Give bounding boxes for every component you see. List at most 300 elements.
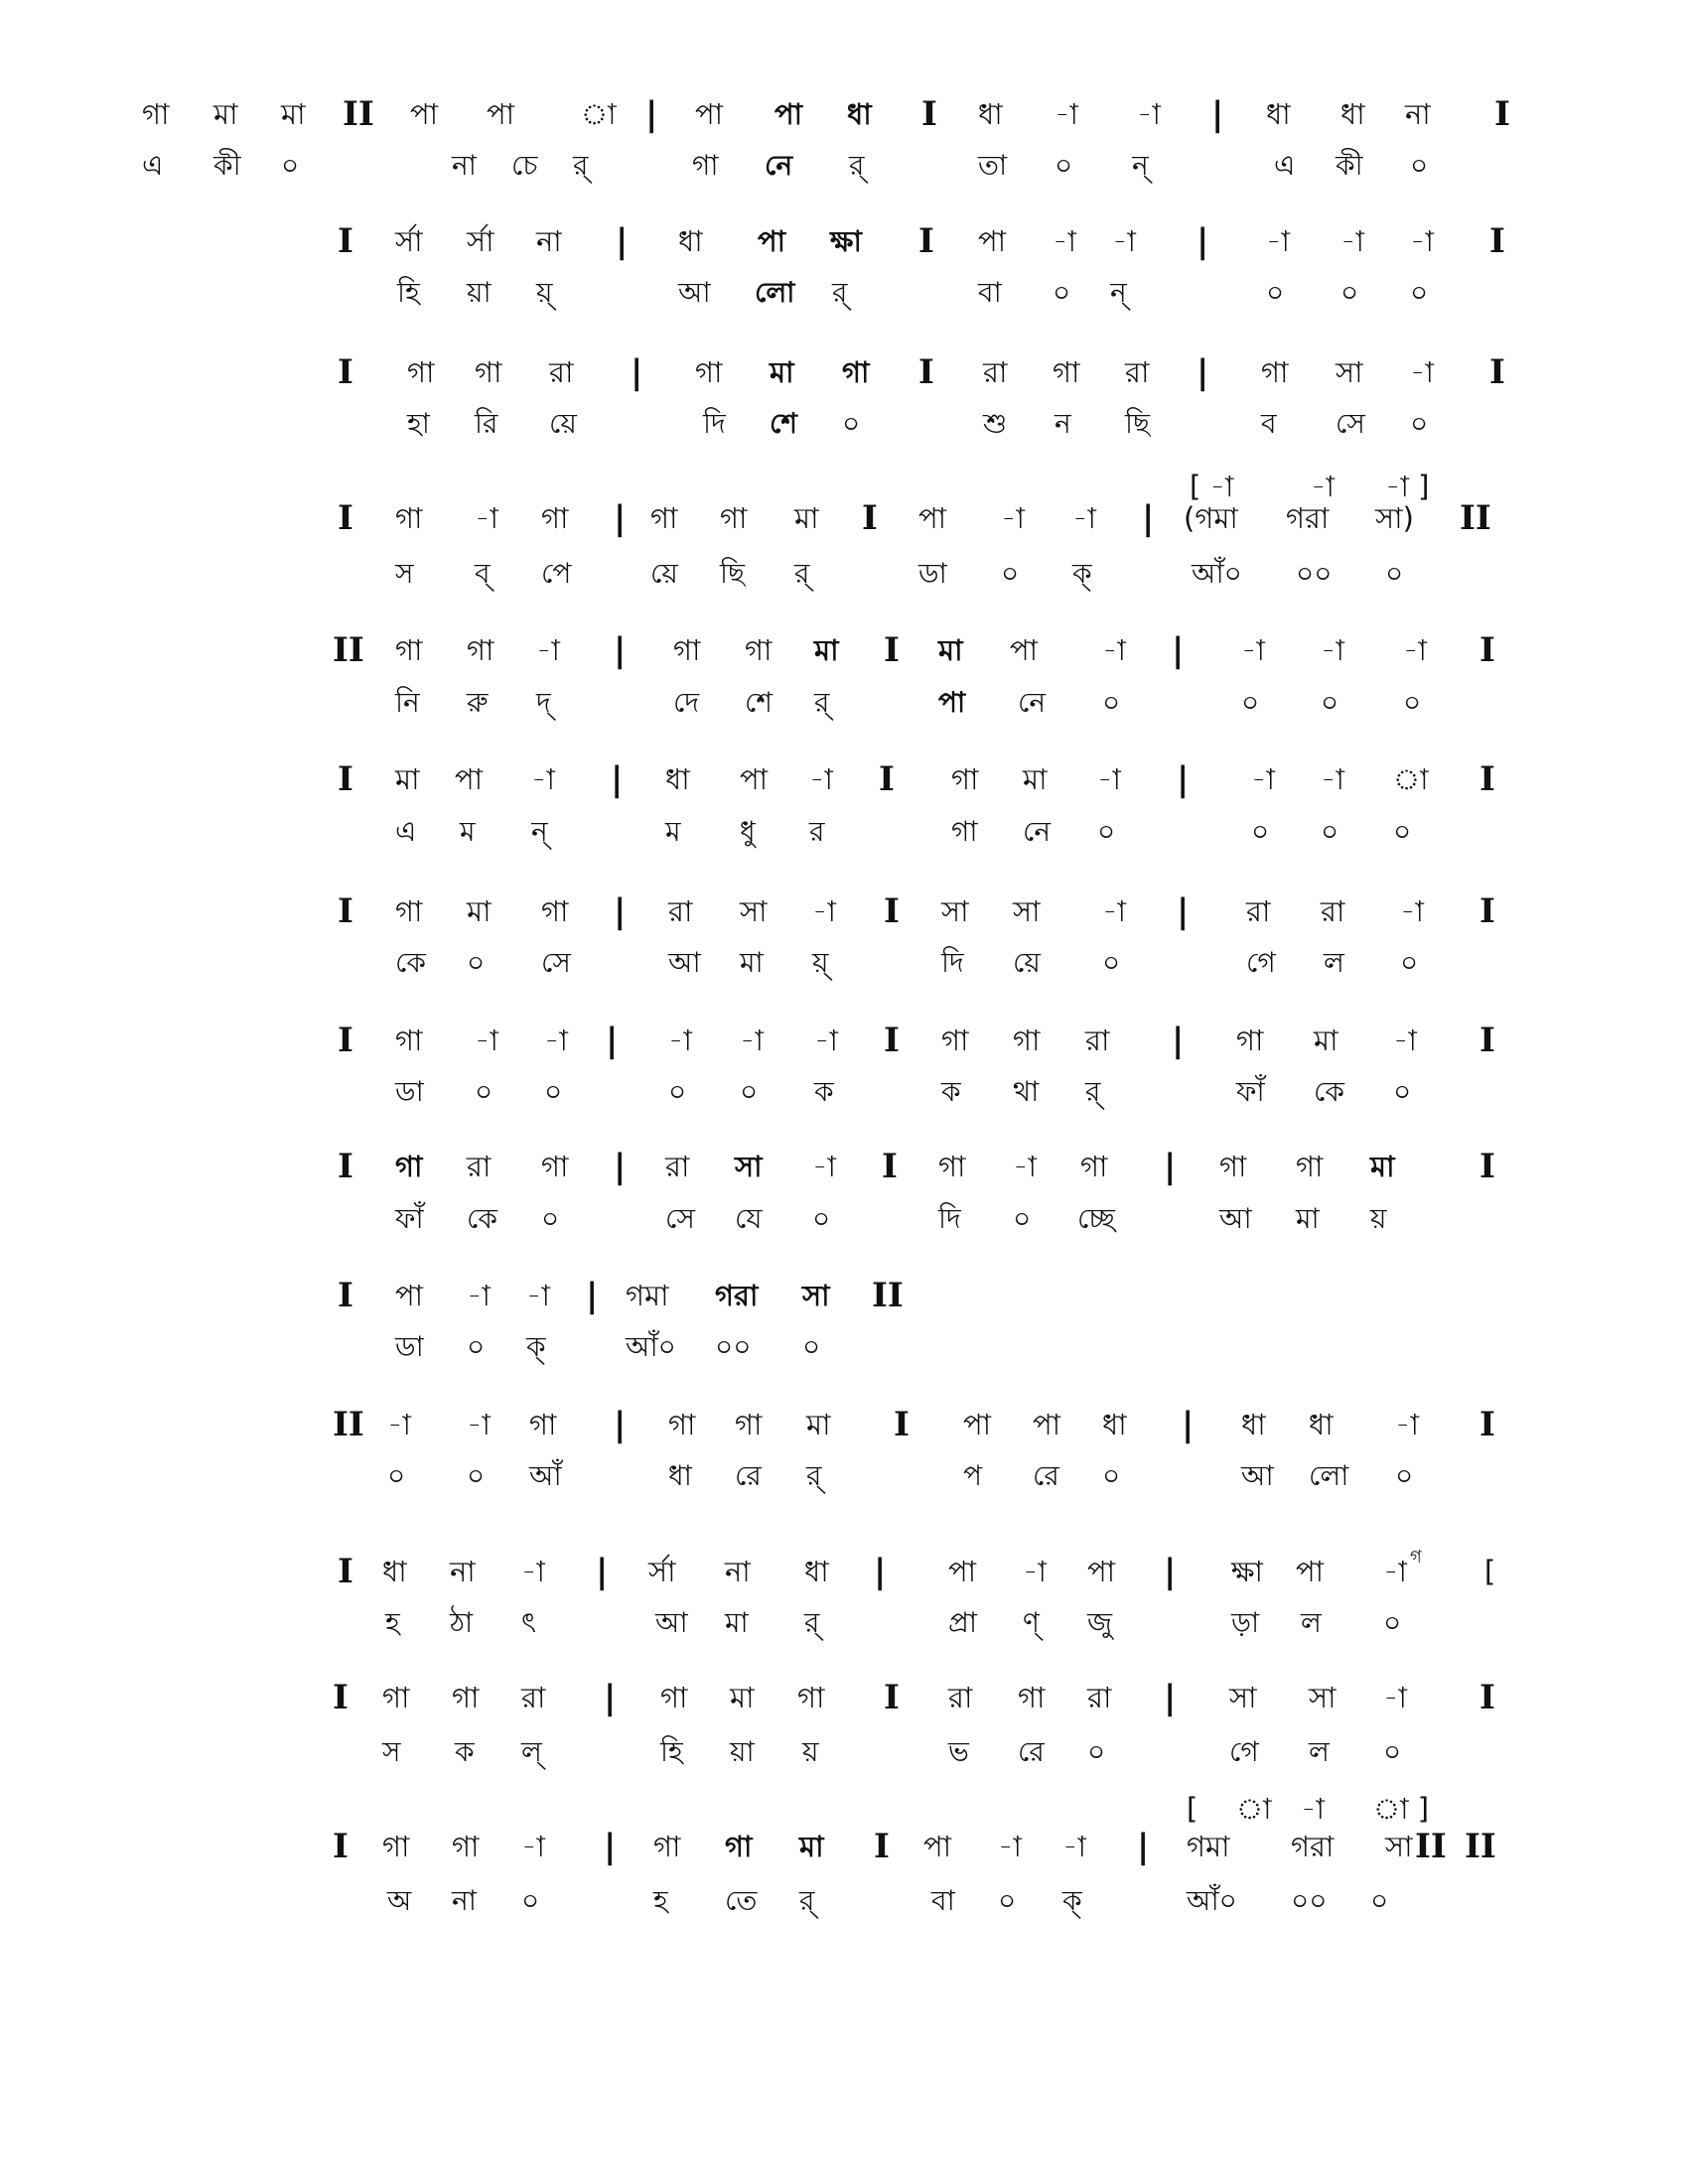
note-token: গা [382, 1681, 410, 1714]
lyric-syllable: দি [703, 407, 726, 440]
lyric-syllable: ০ [1102, 1459, 1121, 1492]
lyric-syllable: র্ [832, 276, 848, 309]
line-10-notes [0, 1276, 1688, 1315]
lyric-syllable: ০ [842, 407, 861, 440]
bar-line: I [884, 1021, 900, 1060]
lyric-syllable: ০ [541, 1202, 560, 1235]
lyric-syllable: ০ [1410, 276, 1429, 309]
lyric-syllable: আ [678, 276, 711, 309]
note-token: -া [521, 1555, 545, 1588]
lyric-syllable: না [452, 149, 477, 182]
note-token: গা [395, 633, 423, 667]
lyric-syllable: না [452, 1884, 477, 1917]
note-token: সা [802, 1279, 830, 1312]
note-token: -া [1102, 633, 1126, 667]
note-token: -া [467, 1279, 491, 1312]
lyric-syllable: ০ [1241, 686, 1260, 719]
lyric-syllable: র [809, 815, 825, 848]
note-token: া [581, 97, 617, 131]
lyric-syllable: আঁ০ [1192, 557, 1242, 590]
line-6-lyrics [0, 812, 1688, 852]
line-3-notes [0, 352, 1688, 392]
lyric-syllable: দে [673, 686, 700, 719]
note-token: মা [730, 1681, 755, 1714]
lyric-syllable: কী [213, 149, 241, 182]
note-token: -া [1400, 894, 1424, 928]
note-token: -া [1241, 633, 1265, 667]
note-token: মা [799, 1830, 824, 1863]
lyric-syllable: চ্ছে [1077, 1202, 1115, 1235]
lyric-syllable: ০ [740, 1075, 759, 1108]
lyric-syllable: আ [655, 1606, 688, 1639]
note-token: গা [653, 1830, 681, 1863]
note-token: মা [1023, 762, 1048, 796]
lyric-syllable: ০ [521, 1884, 540, 1917]
lyric-syllable: ০ [1410, 407, 1429, 440]
line-9-notes [0, 1147, 1688, 1186]
lyric-syllable: য়া [467, 276, 492, 309]
bar-line: I [1489, 221, 1505, 261]
note-token: ধা [847, 97, 872, 131]
note-token: রা [668, 894, 693, 928]
lyric-syllable: হ [385, 1606, 400, 1639]
bar-line: I [882, 1147, 898, 1186]
lyric-syllable: ০০ [715, 1330, 752, 1363]
note-token: -া [544, 1024, 568, 1057]
note-token: মা [814, 633, 839, 667]
lyric-syllable: ডা [395, 1330, 424, 1363]
bar-line: | [616, 221, 629, 261]
lyric-syllable: ০ [1102, 686, 1121, 719]
lyric-syllable: রে [1033, 1459, 1059, 1492]
lyric-syllable: য় [802, 1735, 819, 1768]
note-token: গা [395, 1024, 423, 1057]
lyric-syllable: ০ [1251, 815, 1270, 848]
note-token: গা [541, 1150, 569, 1183]
note-token: সা [1385, 1830, 1413, 1863]
lyric-syllable: ০ [1053, 276, 1071, 309]
line-1-notes [0, 94, 1688, 134]
note-token: রা [521, 1681, 546, 1714]
lyric-syllable: জু [1087, 1606, 1113, 1639]
lyric-syllable: য়ে [1013, 946, 1041, 979]
lyric-syllable: হ [653, 1884, 668, 1917]
note-token: পা [740, 762, 769, 796]
bar-line: I [1479, 891, 1495, 931]
bar-line: | [1137, 1827, 1150, 1866]
note-token: রা [948, 1681, 973, 1714]
lyric-syllable: র্ [849, 149, 865, 182]
note-token: মা [467, 894, 492, 928]
note-token: পা [918, 501, 947, 535]
note-token: মা [395, 762, 420, 796]
lyric-syllable: আঁ০ [626, 1330, 676, 1363]
bar-line: | [604, 1678, 617, 1717]
bar-line: I [338, 1276, 353, 1315]
line-7-lyrics [0, 943, 1688, 983]
bar-line: I [1494, 94, 1510, 134]
lyric-syllable: শে [770, 407, 797, 440]
note-token: গা [673, 633, 701, 667]
lyric-syllable: ক্ [1072, 557, 1092, 590]
lyric-syllable: ০ [1097, 815, 1116, 848]
lyric-syllable: রে [735, 1459, 762, 1492]
lyric-syllable: ০ [1102, 946, 1121, 979]
lyric-syllable: ০ [1087, 1735, 1106, 1768]
note-token: ক্ষা [830, 224, 862, 258]
lyric-syllable: ছি [1125, 407, 1150, 440]
note-token: রা [1085, 1024, 1110, 1057]
note-token: সা [740, 894, 768, 928]
lyric-syllable: ঠা [450, 1606, 474, 1639]
lyric-syllable: তা [978, 149, 1008, 182]
bar-line: | [1172, 630, 1185, 670]
note-token: গা [725, 1830, 753, 1863]
line-3-lyrics [0, 404, 1688, 444]
lyric-syllable: ০০ [1296, 557, 1333, 590]
lyric-syllable: রে [1018, 1735, 1045, 1768]
lyric-syllable: দ্ [536, 686, 551, 719]
bar-line: | [874, 1552, 887, 1591]
lyric-syllable: ক [941, 1075, 961, 1108]
lyric-syllable: য় [1370, 1202, 1387, 1235]
lyric-syllable: য়ে [650, 557, 678, 590]
line-4-lyrics [0, 554, 1688, 594]
note-token: গা [382, 1830, 410, 1863]
note-token: না [450, 1555, 476, 1588]
line-5-notes [0, 630, 1688, 670]
note-token: পা [410, 97, 439, 131]
bar-line: | [614, 891, 627, 931]
note-token: পা [1296, 1555, 1325, 1588]
note-token: সা [1336, 355, 1363, 389]
note-token: গা [735, 1408, 763, 1441]
lyric-syllable: ০ [1013, 1202, 1032, 1235]
line-8-lyrics [0, 1072, 1688, 1112]
note-token: মা [281, 97, 306, 131]
bar-line: I [884, 630, 900, 670]
note-token: পা [455, 762, 484, 796]
lyric-syllable: র্ [814, 686, 830, 719]
lyric-syllable: রি [475, 407, 498, 440]
note-token: গা [1013, 1024, 1041, 1057]
note-token: গা [1261, 355, 1289, 389]
line-13-lyrics [0, 1732, 1688, 1772]
lyric-syllable: কে [395, 946, 426, 979]
note-token: গা [745, 633, 773, 667]
note-token: রা [983, 355, 1008, 389]
lyric-syllable: ০ [467, 1459, 486, 1492]
bar-line: | [1182, 1405, 1195, 1444]
note-token: [ [1484, 1555, 1496, 1588]
note-token: -া [1053, 224, 1076, 258]
line-11-notes [0, 1405, 1688, 1444]
lyric-syllable: এ [142, 149, 164, 182]
note-token: সা [1309, 1681, 1336, 1714]
note-token: গা [842, 355, 870, 389]
lyric-syllable: য়্ [536, 276, 553, 309]
lyric-syllable: ফাঁ [395, 1202, 424, 1235]
note-token: ধা [978, 97, 1003, 131]
note-token: ধা [382, 1555, 407, 1588]
line-4-notes [0, 498, 1688, 538]
lyric-syllable: ল্ [521, 1735, 542, 1768]
note-token: গা [951, 762, 979, 796]
lyric-syllable: ০ [1395, 1459, 1414, 1492]
lyric-syllable: দি [938, 1202, 961, 1235]
note-token: পা [948, 1555, 977, 1588]
lyric-syllable: ল [1309, 1735, 1330, 1768]
line-2-notes [0, 221, 1688, 261]
note-token: -া [1062, 1830, 1086, 1863]
bar-line: | [614, 630, 627, 670]
alt-note-token: া ] [1373, 1792, 1430, 1826]
lyric-syllable: ক্ [1062, 1884, 1082, 1917]
lyric-syllable: ন্ [531, 815, 548, 848]
note-token: া [1393, 762, 1429, 796]
note-token: গরা [715, 1279, 759, 1312]
bar-line: I [333, 1678, 349, 1717]
lyric-syllable: ০ [998, 1884, 1017, 1917]
note-token: মা [806, 1408, 831, 1441]
bar-line: | [1177, 891, 1190, 931]
note-token: না [536, 224, 562, 258]
note-token: -া [1410, 355, 1434, 389]
note-token: গা [695, 355, 723, 389]
lyric-syllable: মা [1296, 1202, 1320, 1235]
bar-line: I [338, 352, 353, 392]
lyric-syllable: অ [387, 1884, 412, 1917]
lyric-syllable: ০ [1370, 1884, 1389, 1917]
lyric-syllable: ০ [1321, 686, 1339, 719]
bar-line: I [338, 1552, 353, 1591]
bar-line: II [872, 1276, 904, 1315]
lyric-syllable: য়ে [549, 407, 577, 440]
lyric-syllable: আ [1241, 1459, 1274, 1492]
note-token: পা [963, 1408, 992, 1441]
note-token: গা [1080, 1150, 1108, 1183]
lyric-syllable: মা [740, 946, 764, 979]
alt-note-token: -া ] [1385, 470, 1430, 503]
note-token: গা [1236, 1024, 1264, 1057]
note-token: -া [1023, 1555, 1047, 1588]
note-token: রা [1125, 355, 1150, 389]
note-token: গা [797, 1681, 825, 1714]
note-token: গা [475, 355, 502, 389]
lyric-syllable: ড়া [1231, 1606, 1260, 1639]
lyric-syllable: লো [755, 276, 795, 309]
lyric-syllable: ছি [720, 557, 745, 590]
bar-line: I [1479, 759, 1495, 799]
line-1-lyrics [0, 146, 1688, 186]
bar-line: I [338, 891, 353, 931]
note-token: গা [1018, 1681, 1046, 1714]
lyric-syllable: ল [1301, 1606, 1322, 1639]
note-token: -া [1321, 633, 1344, 667]
note-token: মা [770, 355, 794, 389]
note-token: রা [1087, 1681, 1112, 1714]
note-token: ধা [1340, 97, 1365, 131]
line-13-notes [0, 1678, 1688, 1717]
lyric-syllable: বা [931, 1884, 955, 1917]
note-token: গমা [626, 1279, 669, 1312]
alt-note-token: -া [1311, 470, 1335, 503]
note-token: -া [475, 1024, 498, 1057]
lyric-syllable: ৎ [521, 1606, 536, 1639]
lyric-syllable: ব [1261, 407, 1277, 440]
note-token: -া [1137, 97, 1161, 131]
bar-line: | [614, 1147, 627, 1186]
lyric-syllable: ধু [740, 815, 756, 848]
lyric-syllable: শে [745, 686, 773, 719]
line-5-lyrics [0, 683, 1688, 723]
lyric-syllable: র্ [799, 1884, 815, 1917]
note-token: মা [938, 633, 963, 667]
lyric-syllable: ০ [1321, 815, 1339, 848]
lyric-syllable: হি [660, 1735, 683, 1768]
bar-line: I [338, 498, 353, 538]
note-token: পা [1010, 633, 1039, 667]
lyric-syllable: ল [1324, 946, 1344, 979]
lyric-syllable: র্ [794, 557, 810, 590]
lyric-syllable: ০ [668, 1075, 687, 1108]
note-token: গা [650, 501, 678, 535]
bar-line: I [1479, 1021, 1495, 1060]
lyric-syllable: য়্ [812, 946, 829, 979]
lyric-syllable: নে [1018, 686, 1047, 719]
lyric-syllable: নে [765, 149, 793, 182]
note-token: ধা [678, 224, 703, 258]
note-token: -া [1102, 894, 1126, 928]
note-token: -া [475, 501, 498, 535]
note-token: র্সা [395, 224, 423, 258]
note-token: -া [1097, 762, 1121, 796]
lyric-syllable: ন্ [1110, 276, 1127, 309]
note-token: রা [1246, 894, 1271, 928]
lyric-syllable: পা [938, 686, 966, 719]
note-token: গা [395, 501, 423, 535]
lyric-syllable: গে [1229, 1735, 1259, 1768]
note-token: -া [1340, 224, 1364, 258]
note-token: মা [213, 97, 238, 131]
lyric-syllable: র্ [806, 1459, 822, 1492]
lyric-syllable: এ [1274, 149, 1296, 182]
bar-line: II [1465, 1827, 1496, 1866]
bar-line: I [894, 1405, 910, 1444]
line-14-bracket [0, 1789, 1688, 1829]
line-12-lyrics [0, 1603, 1688, 1643]
lyric-syllable: ভ [948, 1735, 969, 1768]
bar-line: I [884, 1678, 900, 1717]
line-14-notes [0, 1827, 1688, 1866]
note-token: সা) [1375, 501, 1414, 535]
lyric-syllable: ণ্ [1023, 1606, 1040, 1639]
bar-line: | [631, 352, 643, 392]
lyric-syllable: স [382, 1735, 401, 1768]
lyric-syllable: গে [1246, 946, 1276, 979]
note-token: -া [1013, 1150, 1037, 1183]
bar-line: II [333, 630, 364, 670]
lyric-syllable: র্ [1085, 1075, 1101, 1108]
note-token: -া [387, 1408, 411, 1441]
lyric-syllable: আ [1219, 1202, 1252, 1235]
lyric-syllable: চে [511, 149, 538, 182]
bar-line: II [343, 94, 374, 134]
note-token: -া [1383, 1681, 1407, 1714]
bar-line: | [1164, 1552, 1177, 1591]
note-token: ধা [665, 762, 690, 796]
lyric-syllable: এ [395, 815, 417, 848]
lyric-syllable: র্ [573, 149, 589, 182]
note-token: পা [487, 97, 515, 131]
lyric-syllable: ০ [1055, 149, 1073, 182]
note-token: -া [1383, 1555, 1407, 1588]
line-6-notes [0, 759, 1688, 799]
lyric-syllable: ০ [1383, 1606, 1402, 1639]
lyric-syllable: ০ [1266, 276, 1285, 309]
note-token: গরা [1286, 501, 1330, 535]
alt-note-token: [ [1187, 1792, 1198, 1826]
note-token: (গমা [1184, 501, 1238, 535]
lyric-syllable: দি [941, 946, 964, 979]
note-token: সা [1013, 894, 1041, 928]
note-token: -া [1395, 1408, 1419, 1441]
note-token: -া [1001, 501, 1025, 535]
lyric-syllable: ক [455, 1735, 475, 1768]
lyric-syllable: শু [983, 407, 1008, 440]
lyric-syllable: তে [725, 1884, 758, 1917]
lyric-syllable: ০ [812, 1202, 831, 1235]
note-token: গা [541, 501, 569, 535]
note-token: গা [467, 633, 494, 667]
note-token: ক্ষা [1231, 1555, 1263, 1588]
bar-line: I [1479, 630, 1495, 670]
note-token: -া [1410, 224, 1434, 258]
note-token: না [725, 1555, 751, 1588]
lyric-syllable: আঁ [529, 1459, 562, 1492]
lyric-syllable: আঁ০ [1187, 1884, 1237, 1917]
note-token: ধা [1266, 97, 1291, 131]
lyric-syllable: ০ [475, 1075, 493, 1108]
note-token: গা [941, 1024, 969, 1057]
lyric-syllable: যে [735, 1202, 763, 1235]
note-token: -া [1055, 97, 1078, 131]
lyric-syllable: ০ [1400, 946, 1419, 979]
lyric-syllable: সে [541, 946, 571, 979]
bar-line: I [918, 352, 934, 392]
note-token: -া [809, 762, 833, 796]
lyric-syllable: ০ [1410, 149, 1429, 182]
note-token: -া [467, 1408, 491, 1441]
note-token: -া [1403, 633, 1427, 667]
lyric-syllable: ম [460, 815, 476, 848]
line-2-lyrics [0, 273, 1688, 313]
note-token: -া [1321, 762, 1344, 796]
lyric-syllable: পে [541, 557, 572, 590]
note-token: পা [395, 1279, 424, 1312]
bar-line: | [586, 1276, 599, 1315]
lyric-syllable: ক্ [526, 1330, 546, 1363]
lyric-syllable: মা [725, 1606, 749, 1639]
lyric-syllable: র্ [804, 1606, 820, 1639]
lyric-syllable: রু [467, 686, 489, 719]
lyric-syllable: ০ [387, 1459, 406, 1492]
note-token: -া [812, 894, 836, 928]
note-token: মা [1370, 1150, 1395, 1183]
alt-note-token: া [1236, 1792, 1272, 1826]
lyric-syllable: ডা [395, 1075, 424, 1108]
bar-line: I [338, 759, 353, 799]
